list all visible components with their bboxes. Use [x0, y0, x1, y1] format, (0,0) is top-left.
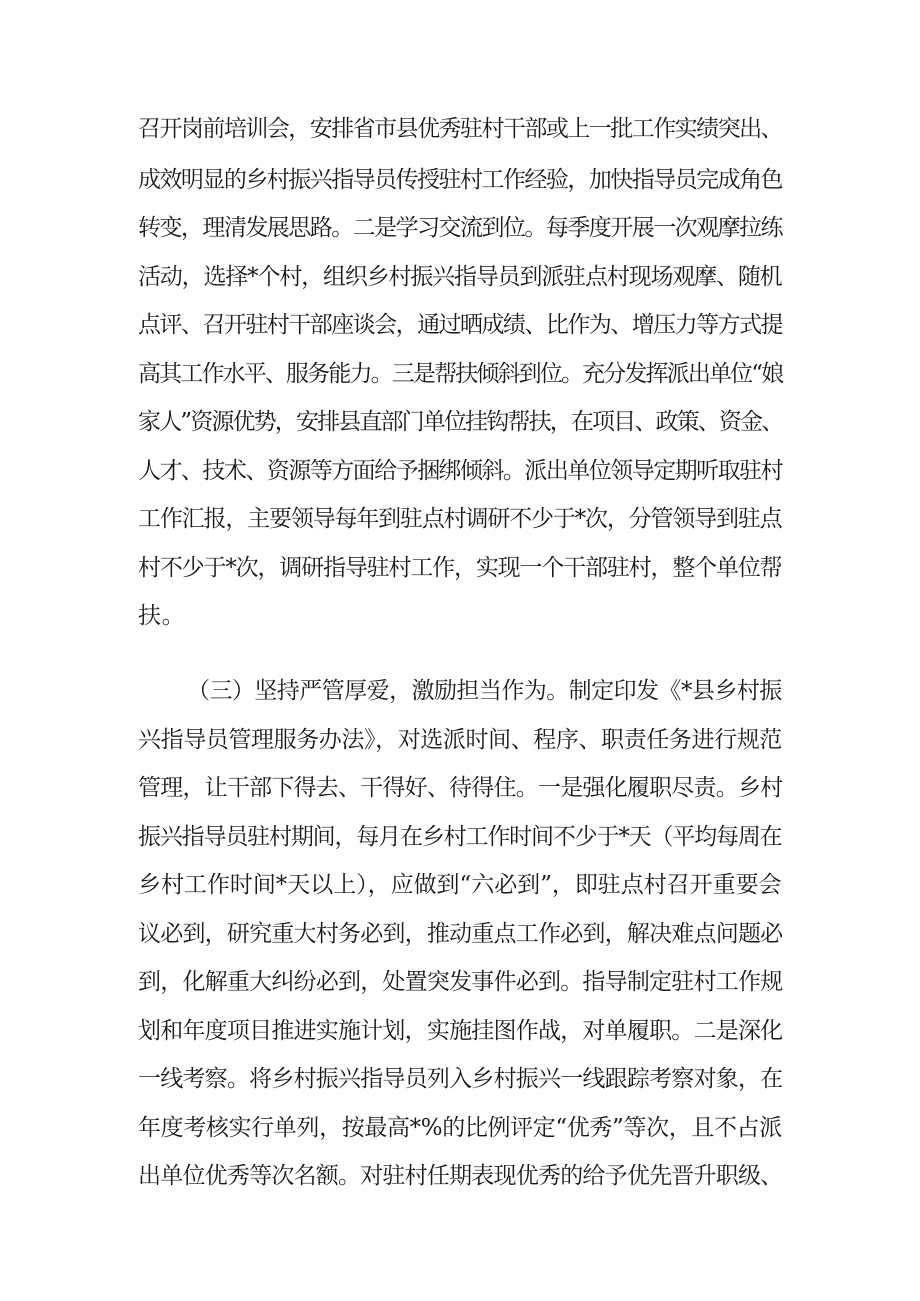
- text-line: 高其工作水平、服务能力。三是帮扶倾斜到位。充分发挥派出单位“娘: [138, 361, 783, 387]
- text-line: 出单位优秀等次名额。对驻村任期表现优秀的给予优先晋升职级、: [138, 1163, 783, 1189]
- text-line: 年度考核实行单列，按最高*%的比例评定“优秀”等次，且不占派: [138, 1115, 782, 1141]
- text-line: 乡村工作时间*天以上），应做到“六必到”，即驻点村召开重要会: [138, 872, 782, 898]
- text-line: 兴指导员管理服务办法》，对选派时间、程序、职责任务进行规范: [138, 727, 782, 753]
- text-line: （三）坚持严管厚爱，激励担当作为。制定印发《*县乡村振: [187, 678, 782, 704]
- text-line: 议必到，研究重大村务必到，推动重点工作必到，解决难点问题必: [138, 921, 783, 947]
- text-line: 点评、召开驻村干部座谈会，通过晒成绩、比作为、增压力等方式提: [138, 312, 783, 338]
- text-line: 家人”资源优势，安排县直部门单位挂钩帮扶，在项目、政策、资金、: [138, 409, 783, 435]
- text-line: 工作汇报，主要领导每年到驻点村调研不少于*次，分管领导到驻点: [138, 506, 782, 532]
- text-line: 活动，选择*个村，组织乡村振兴指导员到派驻点村现场观摩、随机: [138, 264, 782, 290]
- text-line: 管理，让干部下得去、干得好、待得住。一是强化履职尽责。乡村: [138, 775, 783, 801]
- text-line: 转变，理清发展思路。二是学习交流到位。每季度开展一次观摩拉练: [138, 215, 783, 241]
- text-line: 人才、技术、资源等方面给予捆绑倾斜。派出单位领导定期听取驻村: [138, 458, 783, 484]
- text-line: 成效明显的乡村振兴指导员传授驻村工作经验，加快指导员完成角色: [138, 167, 783, 193]
- text-line: 村不少于*次，调研指导驻村工作，实现一个干部驻村，整个单位帮: [138, 555, 782, 581]
- text-line: 划和年度项目推进实施计划，实施挂图作战，对单履职。二是深化: [138, 1018, 783, 1044]
- text-line: 召开岗前培训会，安排省市县优秀驻村干部或上一批工作实绩突出、: [138, 116, 783, 142]
- text-line: 扶。: [138, 603, 186, 629]
- text-line: 到，化解重大纠纷必到，处置突发事件必到。指导制定驻村工作规: [138, 969, 783, 995]
- text-line: 振兴指导员驻村期间，每月在乡村工作时间不少于*天（平均每周在: [138, 824, 782, 850]
- text-line: 一线考察。将乡村振兴指导员列入乡村振兴一线跟踪考察对象，在: [138, 1066, 783, 1092]
